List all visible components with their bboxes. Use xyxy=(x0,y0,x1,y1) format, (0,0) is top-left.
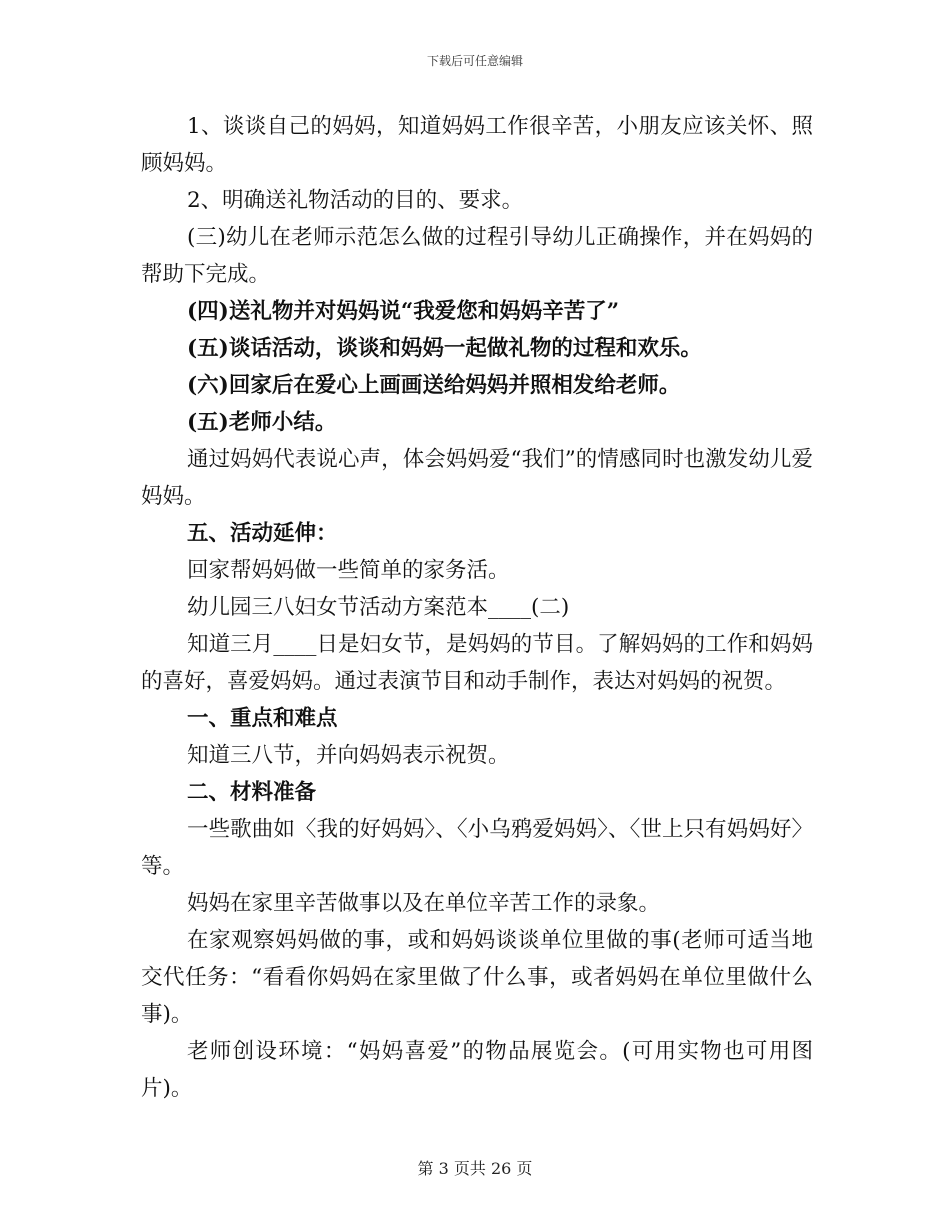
paragraph: (四)送礼物并对妈妈说“我爱您和妈妈辛苦了” xyxy=(187,299,620,324)
paragraph: 妈妈在家里辛苦做事以及在单位辛苦工作的录象。 xyxy=(187,891,661,916)
paragraph: (五)谈话活动，谈谈和妈妈一起做礼物的过程和欢乐。 xyxy=(187,336,702,361)
paragraph: 老师创设环境：“妈妈喜爱”的物品展览会。(可用实物也可用图片)。 xyxy=(141,1039,813,1101)
document-body xyxy=(141,108,813,1107)
paragraph: 1、谈谈自己的妈妈，知道妈妈工作很辛苦，小朋友应该关怀、照顾妈妈。 xyxy=(141,114,813,176)
paragraph: 知道三八节，并向妈妈表示祝贺。 xyxy=(187,743,510,768)
page-header: 下载后可任意编辑 xyxy=(426,54,523,68)
paragraph: 知道三月____日是妇女节，是妈妈的节目。了解妈妈的工作和妈妈的喜好，喜爱妈妈。通过表演节目和动手制作，表达对妈妈的祝贺。 xyxy=(141,632,813,694)
section-title: 幼儿园三八妇女节活动方案范本____(二) xyxy=(187,595,570,620)
paragraph: (三)幼儿在老师示范怎么做的过程引导幼儿正确操作，并在妈妈的帮助下完成。 xyxy=(141,225,813,287)
paragraph: 在家观察妈妈做的事，或和妈妈谈谈单位里做的事(老师可适当地交代任务：“看看你妈妈在家里做了什么事，或者妈妈在单位里做什么事)。 xyxy=(141,928,813,1027)
section-heading: 一、重点和难点 xyxy=(187,706,338,731)
paragraph: 一些歌曲如〈我的好妈妈〉、〈小乌鸦爱妈妈〉、〈世上只有妈妈好〉等。 xyxy=(141,817,813,879)
paragraph: (六)回家后在爱心上画画送给妈妈并照相发给老师。 xyxy=(187,373,681,398)
paragraph: 通过妈妈代表说心声，体会妈妈爱“我们”的情感同时也激发幼儿爱妈妈。 xyxy=(141,447,813,509)
paragraph: (五)老师小结。 xyxy=(187,410,337,435)
paragraph: 回家帮妈妈做一些简单的家务活。 xyxy=(187,558,510,583)
paragraph: 2、明确送礼物活动的目的、要求。 xyxy=(187,188,524,213)
page-footer: 第 3 页共 26 页 xyxy=(417,1159,533,1178)
section-heading: 二、材料准备 xyxy=(187,780,317,805)
section-heading: 五、活动延伸： xyxy=(187,521,338,546)
